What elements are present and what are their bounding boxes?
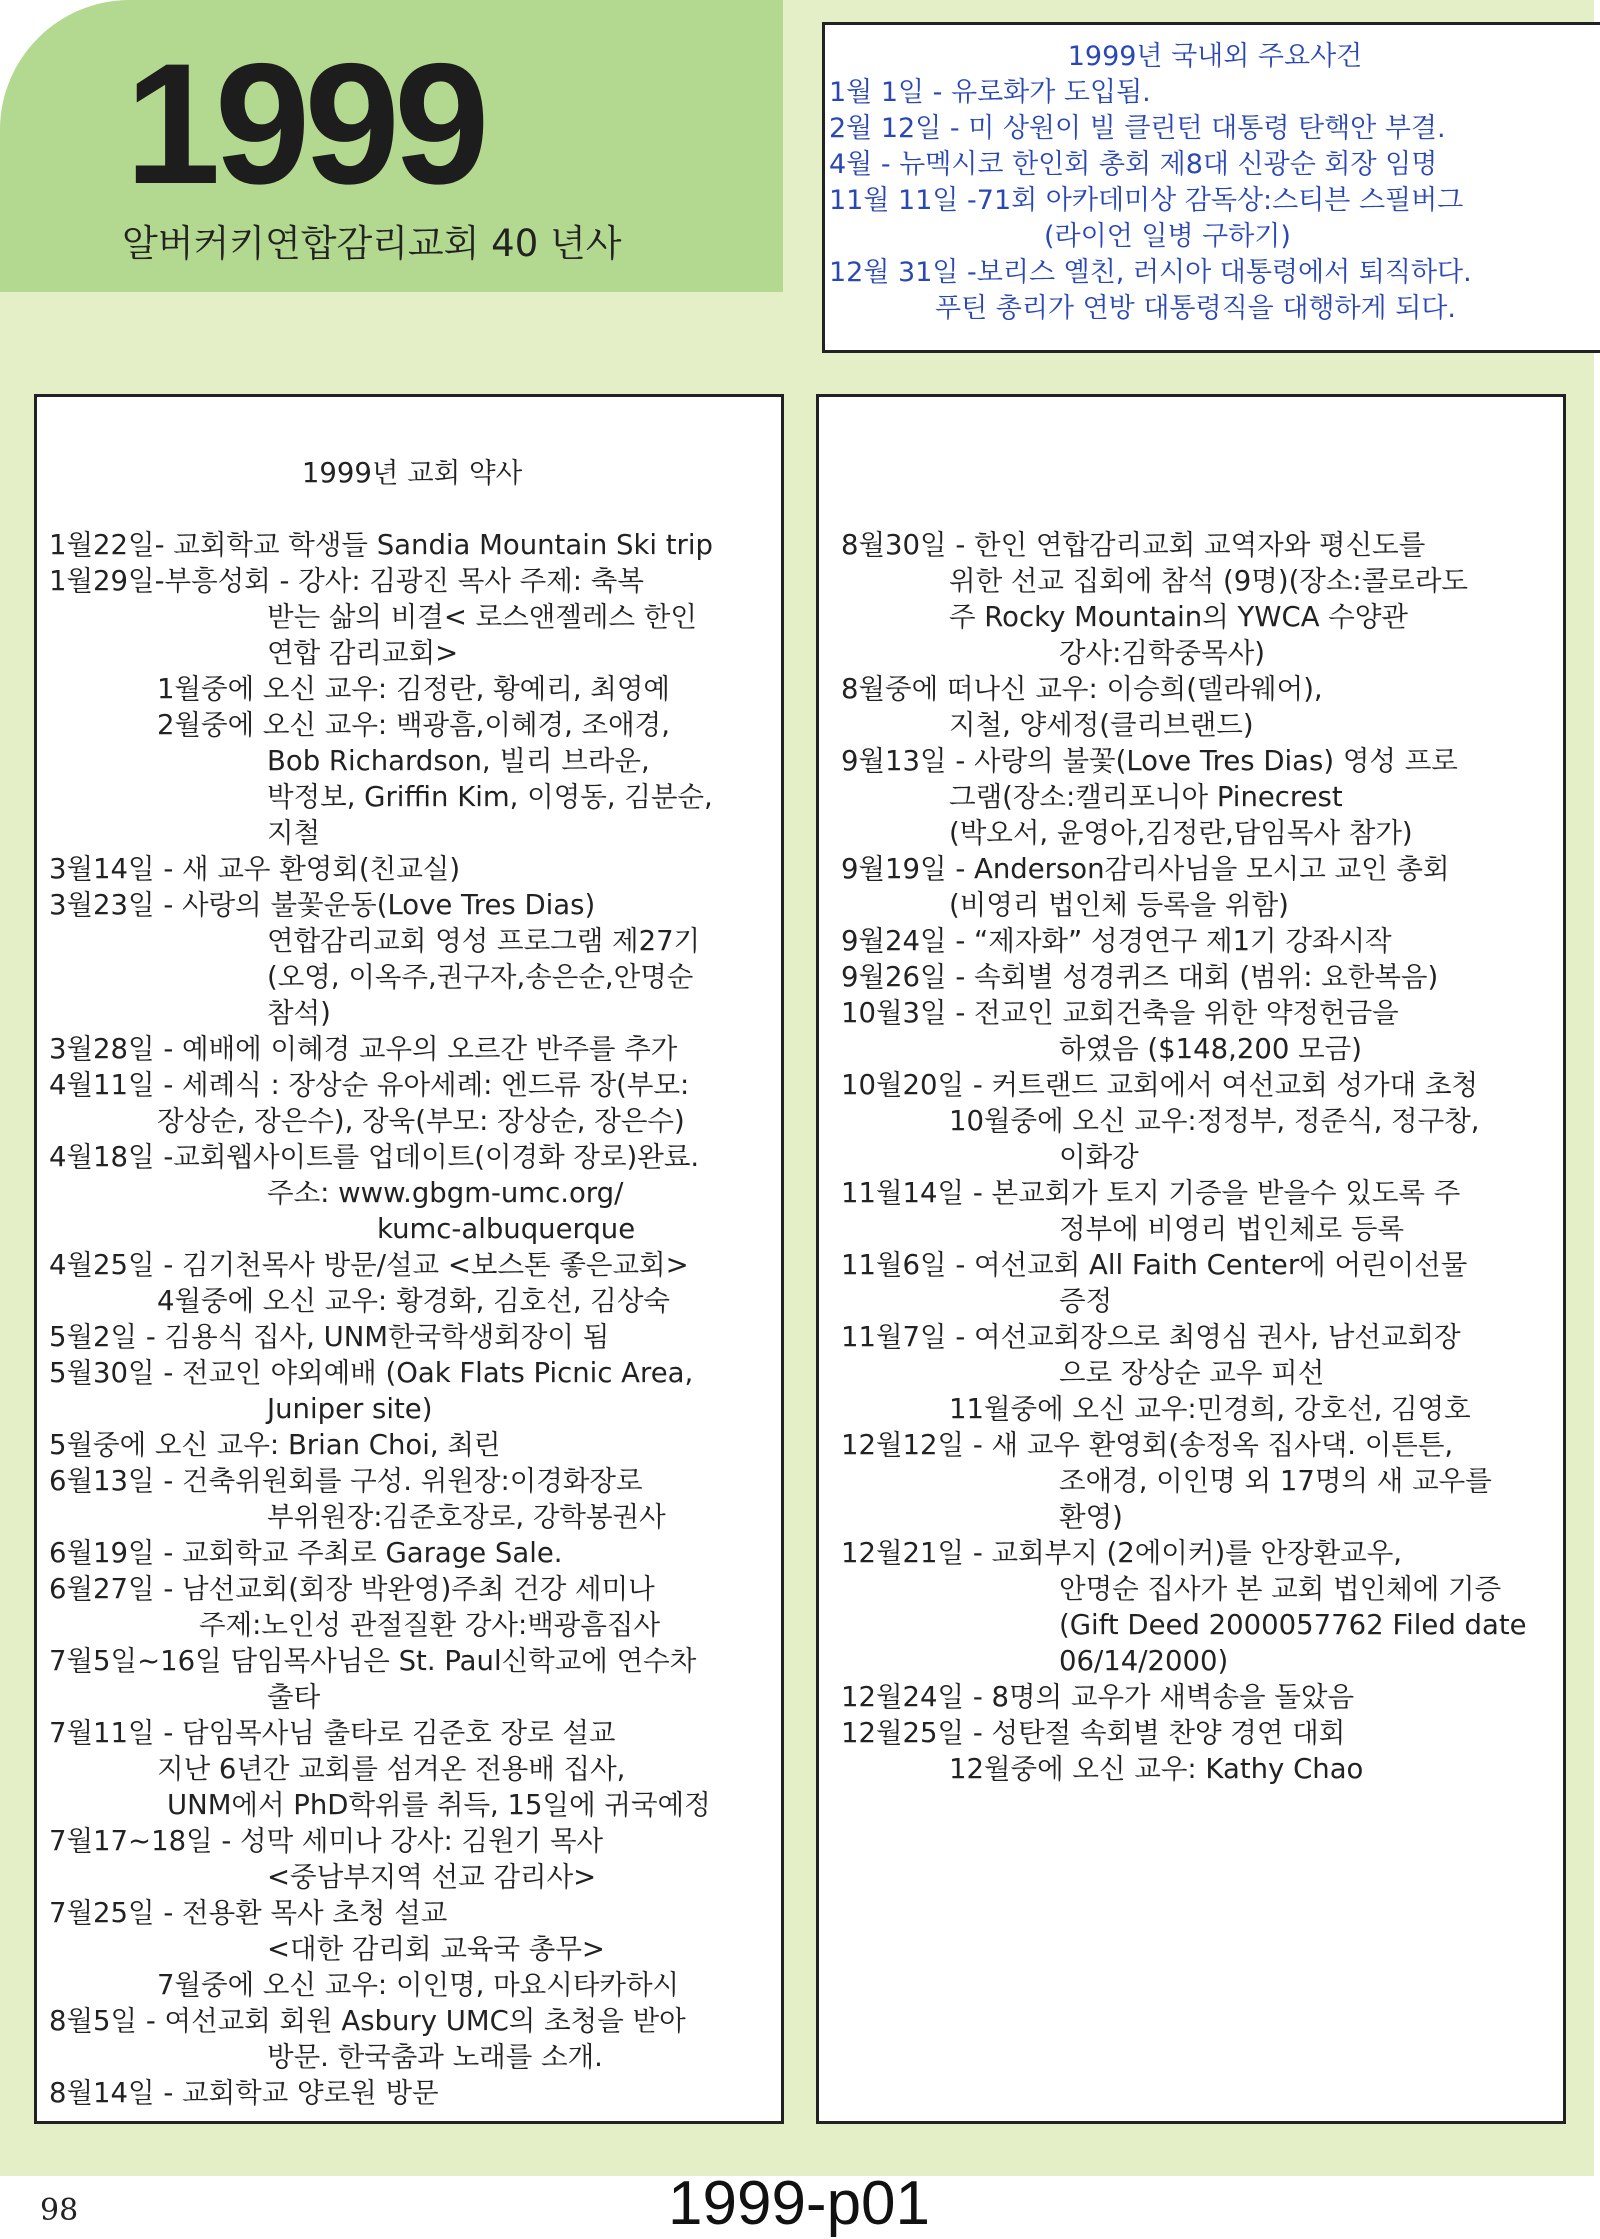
history-line: 주 Rocky Mountain의 YWCA 수양관 [949, 601, 1408, 633]
history-line: 12월24일 - 8명의 교우가 새벽송을 돌았음 [841, 1681, 1355, 1713]
history-line: 1월중에 오신 교우: 김정란, 황예리, 최영예 [157, 673, 670, 705]
history-line: 출타 [267, 1681, 321, 1713]
history-line: 조애경, 이인명 외 17명의 새 교우를 [1059, 1465, 1492, 1497]
history-line: <중남부지역 선교 감리사> [267, 1861, 597, 1893]
book-subtitle: 알버커키연합감리교회 40 년사 [122, 222, 622, 265]
history-line: kumc-albuquerque [377, 1213, 636, 1245]
page-code: 1999-p01 [668, 2169, 931, 2238]
history-line: 장상순, 장은수), 장욱(부모: 장상순, 장은수) [157, 1105, 685, 1137]
history-line: 10월3일 - 전교인 교회건축을 위한 약정헌금을 [841, 997, 1399, 1029]
world-events-box [822, 22, 1600, 353]
history-line: Bob Richardson, 빌리 브라운, [267, 745, 650, 777]
history-line: 안명순 집사가 본 교회 법인체에 기증 [1059, 1573, 1502, 1605]
history-line: 3월28일 - 예배에 이혜경 교우의 오르간 반주를 추가 [49, 1033, 678, 1065]
history-line: 6월13일 - 건축위원회를 구성. 위원장:이경화장로 [49, 1465, 643, 1497]
history-line: 6월19일 - 교회학교 주최로 Garage Sale. [49, 1537, 563, 1569]
history-line: 정부에 비영리 법인체로 등록 [1059, 1213, 1405, 1245]
history-line: 10월중에 오신 교우:정정부, 정준식, 정구창, [949, 1105, 1480, 1137]
history-line: Juniper site) [267, 1393, 433, 1425]
history-line: 박정보, Griffin Kim, 이영동, 김분순, [267, 781, 713, 813]
history-line: 12월중에 오신 교우: Kathy Chao [949, 1753, 1364, 1785]
world-events-title: 1999년 국내외 주요사건 [1067, 41, 1363, 72]
history-line: 이화강 [1059, 1141, 1139, 1173]
history-line: 9월19일 - Anderson감리사님을 모시고 교인 총회 [841, 853, 1450, 885]
history-line: 증정 [1059, 1285, 1113, 1317]
history-line: 5월2일 - 김용식 집사, UNM한국학생회장이 됨 [49, 1321, 610, 1353]
history-line: 7월5일~16일 담임목사님은 St. Paul신학교에 연수차 [49, 1645, 697, 1677]
history-line: 환영) [1059, 1501, 1123, 1533]
year-heading: 1999 [125, 28, 484, 220]
history-line: 2월중에 오신 교우: 백광흠,이혜경, 조애경, [157, 709, 670, 741]
history-left-column [34, 394, 784, 2124]
history-line: 위한 선교 집회에 참석 (9명)(장소:콜로라도 [949, 565, 1468, 597]
history-line: 참석) [267, 997, 331, 1029]
history-line: 12월21일 - 교회부지 (2에이커)를 안장환교우, [841, 1537, 1403, 1569]
history-line: 지철 [267, 817, 321, 849]
history-line: 주제:노인성 관절질환 강사:백광흠집사 [199, 1609, 661, 1641]
history-line: 8월5일 - 여선교회 회원 Asbury UMC의 초청을 받아 [49, 2005, 686, 2037]
history-entry [49, 527, 775, 2111]
history-line: 1월29일-부흥성회 - 강사: 김광진 목사 주제: 축복 [49, 565, 644, 597]
history-line: 10월20일 - 커트랜드 교회에서 여선교회 성가대 초청 [841, 1069, 1479, 1101]
history-line: 11월중에 오신 교우:민경희, 강호선, 김영호 [949, 1393, 1471, 1425]
history-line: 4월중에 오신 교우: 황경화, 김호선, 김상숙 [157, 1285, 670, 1317]
world-event-line: 12월 31일 -보리스 옐친, 러시아 대통령에서 퇴직하다. [829, 257, 1472, 288]
history-line: 주소: www.gbgm-umc.org/ [267, 1177, 624, 1209]
history-line: 강사:김학중목사) [1059, 637, 1265, 669]
history-line: 4월25일 - 김기천목사 방문/설교 <보스톤 좋은교회> [49, 1249, 689, 1281]
page-number: 98 [40, 2193, 79, 2228]
history-line: (오영, 이옥주,권구자,송은순,안명순 [267, 961, 694, 993]
world-event-line: 4월 - 뉴멕시코 한인회 총회 제8대 신광순 회장 임명 [829, 149, 1438, 180]
history-line: 12월25일 - 성탄절 속회별 찬양 경연 대회 [841, 1717, 1346, 1749]
history-line: 지난 6년간 교회를 섬겨온 전용배 집사, [157, 1753, 626, 1785]
history-line: 1월22일- 교회학교 학생들 Sandia Mountain Ski trip [49, 529, 713, 561]
history-line: 8월중에 떠나신 교우: 이승희(델라웨어), [841, 673, 1323, 705]
history-line: 으로 장상순 교우 피선 [1059, 1357, 1325, 1389]
history-line: (비영리 법인체 등록을 위함) [949, 889, 1289, 921]
history-entry [841, 527, 1559, 1787]
history-line: 3월14일 - 새 교우 환영회(친교실) [49, 853, 461, 885]
history-line: 7월중에 오신 교우: 이인명, 마요시타카하시 [157, 1969, 680, 2001]
history-line: 7월25일 - 전용환 목사 초청 설교 [49, 1897, 448, 1929]
history-line: 방문. 한국춤과 노래를 소개. [267, 2041, 603, 2073]
history-line: 지철, 양세정(클리브랜드) [949, 709, 1254, 741]
history-line: 7월17~18일 - 성막 세미나 강사: 김원기 목사 [49, 1825, 604, 1857]
history-line: (Gift Deed 2000057762 Filed date [1059, 1609, 1527, 1641]
history-line: 6월27일 - 남선교회(회장 박완영)주최 건강 세미나 [49, 1573, 655, 1605]
history-line: 12월12일 - 새 교우 환영회(송정옥 집사댁. 이튼튼, [841, 1429, 1454, 1461]
history-line: 7월11일 - 담임목사님 출타로 김준호 장로 설교 [49, 1717, 616, 1749]
history-line: 11월14일 - 본교회가 토지 기증을 받을수 있도록 주 [841, 1177, 1461, 1209]
world-event-line: 푸틴 총리가 연방 대통령직을 대행하게 되다. [935, 293, 1456, 324]
world-event-line: 2월 12일 - 미 상원이 빌 클린턴 대통령 탄핵안 부결. [829, 113, 1446, 144]
history-right-column [816, 394, 1566, 2124]
history-line: 5월중에 오신 교우: Brian Choi, 최린 [49, 1429, 501, 1461]
history-title: 1999년 교회 약사 [301, 457, 523, 489]
history-line: 연합 감리교회> [267, 637, 459, 669]
history-line: 4월11일 - 세례식 : 장상순 유아세례: 엔드류 장(부모: [49, 1069, 690, 1101]
history-line: 9월13일 - 사랑의 불꽃(Love Tres Dias) 영성 프로 [841, 745, 1458, 777]
history-line: 연합감리교회 영성 프로그램 제27기 [267, 925, 701, 957]
history-line: 받는 삶의 비결< 로스앤젤레스 한인 [267, 601, 697, 633]
world-event-line: (라이언 일병 구하기) [1044, 221, 1291, 252]
history-line: 3월23일 - 사랑의 불꽃운동(Love Tres Dias) [49, 889, 596, 921]
history-line: 06/14/2000) [1059, 1645, 1229, 1677]
history-line: 9월24일 - “제자화” 성경연구 제1기 강좌시작 [841, 925, 1392, 957]
history-line: 9월26일 - 속회별 성경퀴즈 대회 (범위: 요한복음) [841, 961, 1439, 993]
history-line: 하였음 ($148,200 모금) [1059, 1033, 1362, 1065]
history-line: 8월14일 - 교회학교 양로원 방문 [49, 2077, 439, 2109]
history-line: (박오서, 윤영아,김정란,담임목사 참가) [949, 817, 1413, 849]
world-event-line: 1월 1일 - 유로화가 도입됨. [829, 77, 1151, 108]
history-line: 그램(장소:캘리포니아 Pinecrest [949, 781, 1343, 813]
history-line: 부위원장:김준호장로, 강학봉권사 [267, 1501, 666, 1533]
history-line: 5월30일 - 전교인 야외예배 (Oak Flats Picnic Area, [49, 1357, 694, 1389]
history-line: 11월7일 - 여선교회장으로 최영심 권사, 남선교회장 [841, 1321, 1461, 1353]
history-line: 4월18일 -교회웹사이트를 업데이트(이경화 장로)완료. [49, 1141, 700, 1173]
history-line: 11월6일 - 여선교회 All Faith Center에 어린이선물 [841, 1249, 1468, 1281]
history-line: <대한 감리회 교육국 총무> [267, 1933, 605, 1965]
history-line: 8월30일 - 한인 연합감리교회 교역자와 평신도를 [841, 529, 1426, 561]
world-event-line: 11월 11일 -71회 아카데미상 감독상:스티븐 스필버그 [829, 185, 1464, 216]
history-line: UNM에서 PhD학위를 취득, 15일에 귀국예정 [167, 1789, 711, 1821]
